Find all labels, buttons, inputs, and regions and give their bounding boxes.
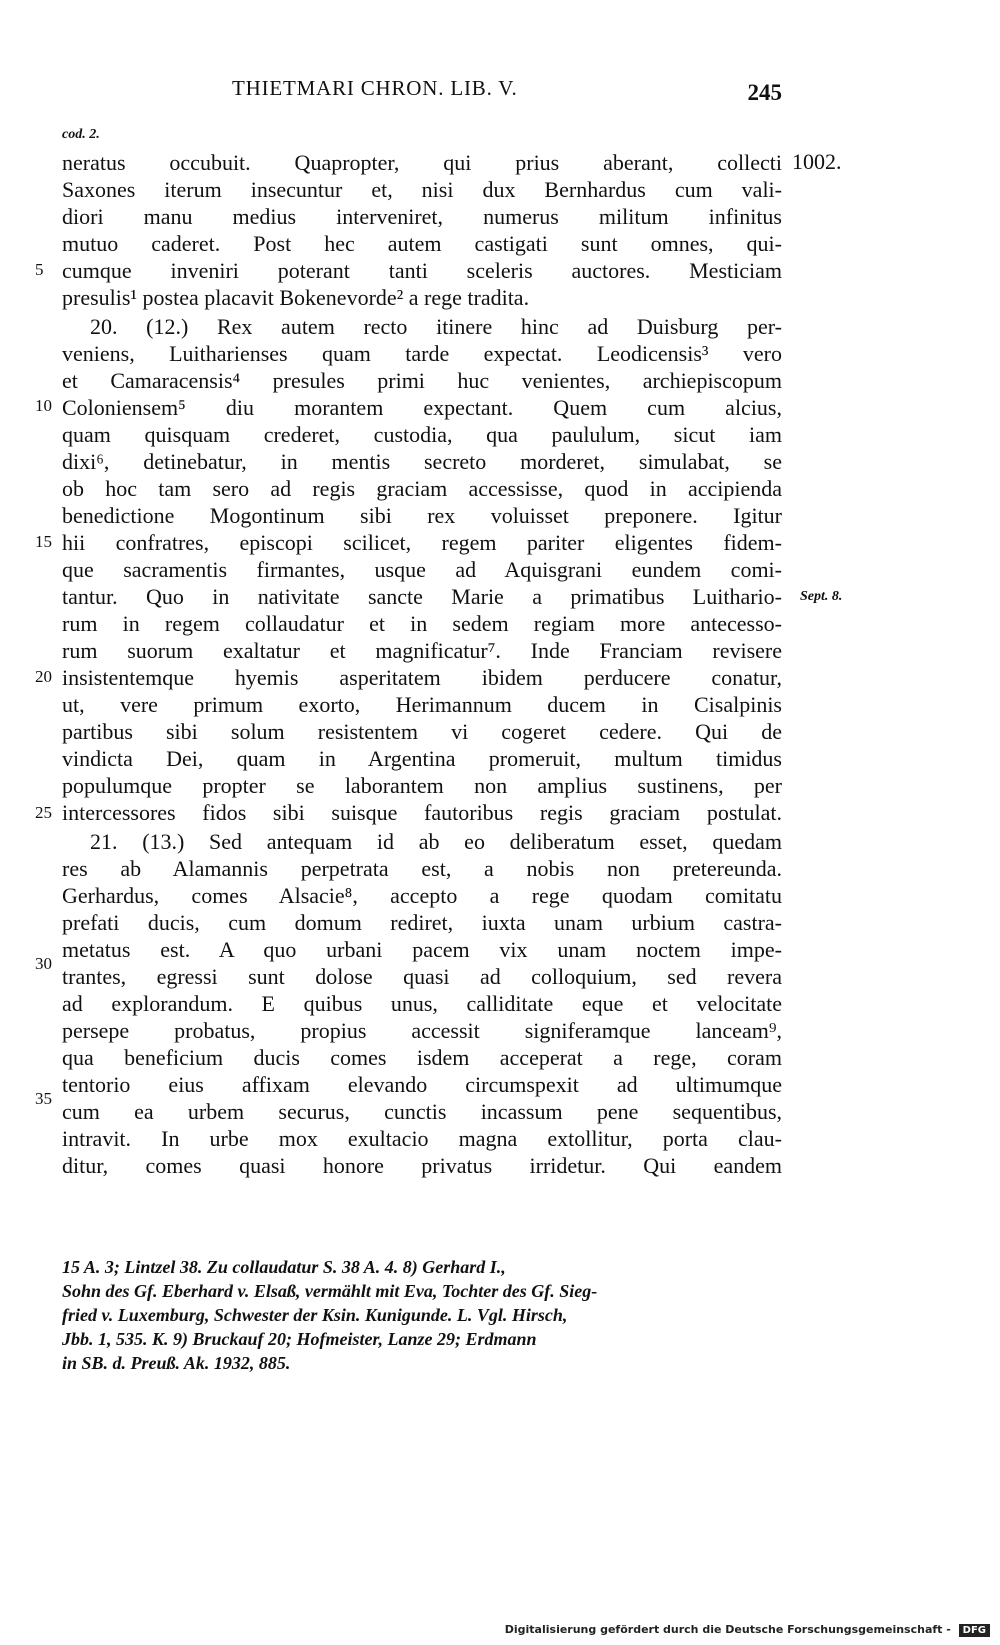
text-line: Coloniensem⁵ diu morantem expectant. Quem cum alcius, <box>62 395 782 420</box>
line-number: 15 <box>35 532 52 551</box>
text-line: Saxones iterum insecuntur et, nisi dux Bernhardus cum vali- <box>62 177 782 202</box>
text-line: qua beneficium ducis comes isdem acceperat a rege, coram <box>62 1045 782 1070</box>
line-number: 20 <box>35 667 52 686</box>
text-line: hii confratres, episcopi scilicet, regem pariter eligentes fidem- <box>62 530 782 555</box>
text-line: presulis¹ postea placavit Bokenevorde² a rege tradita. <box>62 285 530 310</box>
page-number: 245 <box>747 80 782 105</box>
text-line: tantur. Quo in nativitate sancte Marie a primatibus Luithario- <box>62 584 782 609</box>
text-line: benedictione Mogontinum sibi rex voluisset preponere. Igitur <box>62 503 782 528</box>
footnote-line: 15 A. 3; Lintzel 38. Zu collaudatur S. 38 A. 4. 8) Gerhard I., <box>62 1257 506 1277</box>
text-line: cum ea urbem securus, cunctis incassum pene sequentibus, <box>62 1099 782 1124</box>
text-line: ad explorandum. E quibus unus, calliditate eque et velocitate <box>62 991 782 1016</box>
footnote-line: Jbb. 1, 535. K. 9) Bruckauf 20; Hofmeister, Lanze 29; Erdmann <box>62 1329 537 1349</box>
text-line: ut, vere primum exorto, Herimannum ducem in Cisalpinis <box>62 692 782 717</box>
dfg-logo: DFG <box>959 1624 990 1637</box>
text-line: vindicta Dei, quam in Argentina promeruit, multum timidus <box>62 746 782 771</box>
text-line: metatus est. A quo urbani pacem vix unam noctem impe- <box>62 937 782 962</box>
text-line: quam quisquam crederet, custodia, qua paululum, sicut iam <box>62 422 782 447</box>
text-line: rum in regem collaudatur et in sedem regiam more antecesso- <box>62 611 782 636</box>
running-head: THIETMARI CHRON. LIB. V. <box>232 76 518 100</box>
text-line: tentorio eius affixam elevando circumspexit ad ultimumque <box>62 1072 782 1097</box>
text-line: dixi⁶, detinebatur, in mentis secreto morderet, simulabat, se <box>62 449 782 474</box>
text-line: prefati ducis, cum domum rediret, iuxta unam urbium castra- <box>62 910 782 935</box>
line-number: 25 <box>35 803 52 822</box>
text-line: trantes, egressi sunt dolose quasi ad colloquium, sed revera <box>62 964 782 989</box>
footnote-line: fried v. Luxemburg, Schwester der Ksin. Kunigunde. L. Vgl. Hirsch, <box>62 1305 568 1325</box>
text-line: res ab Alamannis perpetrata est, a nobis non pretereunda. <box>62 856 782 881</box>
codex-note: cod. 2. <box>62 127 100 142</box>
text-line: insistentemque hyemis asperitatem ibidem perducere conatur, <box>62 665 782 690</box>
margin-date: Sept. 8. <box>800 589 843 604</box>
text-line: veniens, Luitharienses quam tarde expectat. Leodicensis³ vero <box>62 341 782 366</box>
margin-year: 1002. <box>792 149 842 174</box>
text-line: diori manu medius interveniret, numerus militum infinitus <box>62 204 782 229</box>
footnote-line: Sohn des Gf. Eberhard v. Elsaß, vermählt mit Eva, Tochter des Gf. Sieg- <box>62 1281 598 1301</box>
line-number: 35 <box>35 1089 52 1108</box>
text-line: Gerhardus, comes Alsacie⁸, accepto a rege quodam comitatu <box>62 883 782 908</box>
text-line: partibus sibi solum resistentem vi cogeret cedere. Qui de <box>62 719 782 744</box>
text-line: mutuo caderet. Post hec autem castigati sunt omnes, qui- <box>62 231 782 256</box>
credit-text: Digitalisierung gefördert durch die Deutsche Forschungsgemeinschaft - <box>504 1623 951 1636</box>
chapter-start-line: 21. (13.) Sed antequam id ab eo deliberatum esset, quedam <box>90 829 782 854</box>
line-number: 30 <box>35 954 52 973</box>
text-line: rum suorum exaltatur et magnificatur⁷. Inde Franciam revisere <box>62 638 782 663</box>
text-line: ditur, comes quasi honore privatus irridetur. Qui eandem <box>62 1153 782 1178</box>
line-number: 10 <box>35 396 52 415</box>
text-line: populumque propter se laborantem non amplius sustinens, per <box>62 773 782 798</box>
digitization-credit <box>505 1623 990 1637</box>
text-line: intercessores fidos sibi suisque fautoribus regis graciam postulat. <box>62 800 782 825</box>
footnote-line: in SB. d. Preuß. Ak. 1932, 885. <box>62 1353 291 1373</box>
page-header <box>62 76 782 106</box>
line-number: 5 <box>35 260 44 279</box>
text-line: ob hoc tam sero ad regis graciam accessisse, quod in accipienda <box>62 476 782 501</box>
text-line: cumque inveniri poterant tanti sceleris auctores. Mesticiam <box>62 258 782 283</box>
text-line: intravit. In urbe mox exultacio magna extollitur, porta clau- <box>62 1126 782 1151</box>
chapter-start-line: 20. (12.) Rex autem recto itinere hinc ad Duisburg per- <box>90 314 782 339</box>
text-line: que sacramentis firmantes, usque ad Aquisgrani eundem comi- <box>62 557 782 582</box>
text-line: et Camaracensis⁴ presules primi huc venientes, archiepiscopum <box>62 368 782 393</box>
text-line: persepe probatus, propius accessit signiferamque lanceam⁹, <box>62 1018 782 1043</box>
text-line: neratus occubuit. Quapropter, qui prius aberant, collecti <box>62 150 782 175</box>
